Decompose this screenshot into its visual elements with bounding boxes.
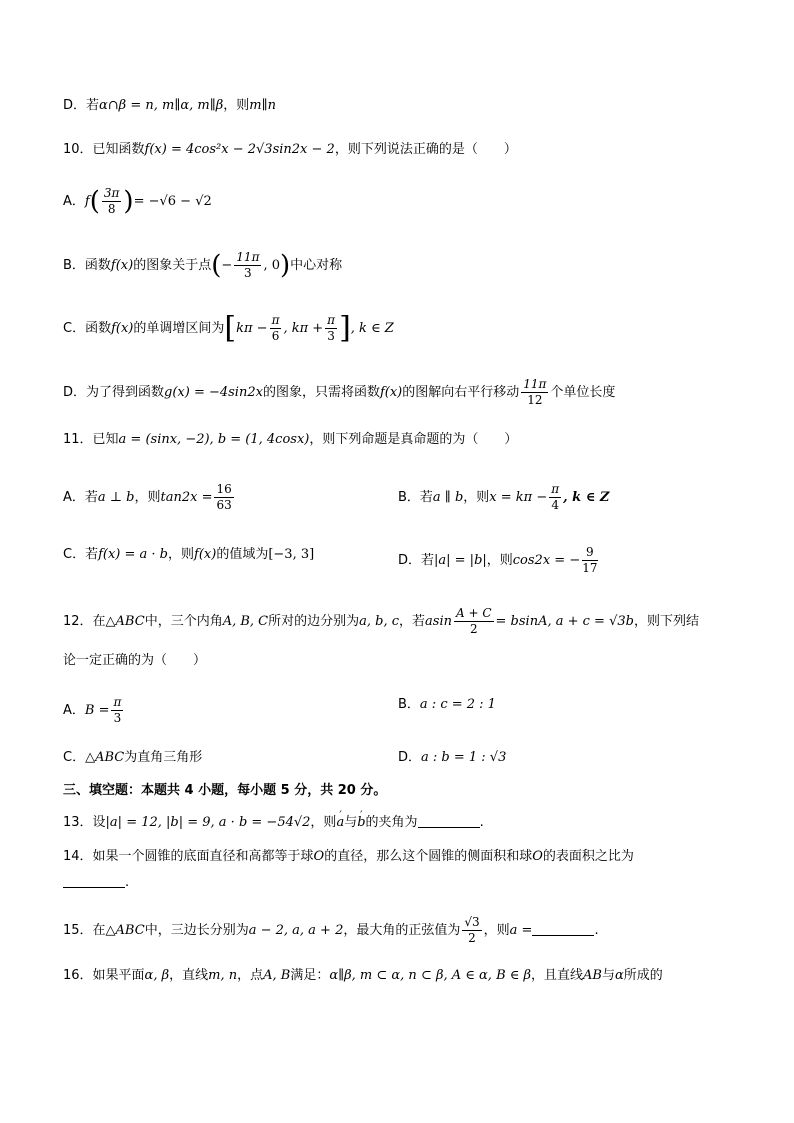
math-expr: = −√6 − √2 xyxy=(133,194,212,209)
option-label: A． xyxy=(63,194,85,209)
text: ，最大角的正弦值为 xyxy=(343,923,461,938)
q12-stem xyxy=(63,606,699,637)
question-text: 14．如果一个圆锥的底面直径和高都等于球 xyxy=(63,849,314,864)
text: ，则 xyxy=(310,815,337,830)
math-expr: , k ∈ Z xyxy=(563,490,610,505)
q11-option-c xyxy=(63,545,314,565)
option-label: C．函数 xyxy=(63,321,112,336)
fraction: $\frac{\pi}{3}$ xyxy=(327,313,336,343)
math-expr: α xyxy=(615,968,624,983)
text: ，则下列命题是真命题的为（ ） xyxy=(309,432,518,447)
math-expr: f(x) = a · b xyxy=(98,547,168,562)
answer-blank xyxy=(532,921,594,936)
vector-expr: a = (sinx, −2), b = (1, 4cosx) xyxy=(118,432,310,447)
math-expr: m∥n xyxy=(249,98,276,113)
math-expr: O xyxy=(532,849,543,864)
math-expr: m, n xyxy=(208,968,238,983)
math-expr: [−3, 3] xyxy=(268,547,315,562)
fraction: $\frac{11\pi}{12}$ xyxy=(523,377,547,407)
math-expr: f xyxy=(84,194,90,209)
math-expr: , kπ + xyxy=(283,321,324,336)
fraction: $\frac{11\pi}{3}$ xyxy=(236,250,260,280)
math-expr: a = xyxy=(509,923,533,938)
text: 论一定正确的为（ ） xyxy=(63,653,207,668)
text: ，点 xyxy=(237,968,264,983)
question-number: 15．在 xyxy=(63,923,106,938)
text: . xyxy=(594,923,599,938)
option-label: B． xyxy=(398,697,420,712)
text: 中心对称 xyxy=(290,258,343,273)
text: ，则 xyxy=(134,490,161,505)
math-expr: O xyxy=(313,849,325,864)
math-expr: tan2x = xyxy=(160,490,213,505)
option-label: B．函数 xyxy=(63,258,111,273)
q12-option-a xyxy=(63,695,125,726)
question-number: 10．已知函数 xyxy=(63,142,145,157)
text: 的值域为 xyxy=(216,547,269,562)
q14 xyxy=(63,847,634,867)
text: ，则下列结 xyxy=(633,614,699,629)
vector-b: ´ b xyxy=(357,815,365,830)
q11-stem xyxy=(63,430,517,450)
option-label: D．为了得到函数 xyxy=(63,385,165,400)
function-expr: f(x) = 4cos²x − 2√3sin2x − 2 xyxy=(144,142,335,157)
math-expr: |a| = 12, |b| = 9, a · b = −54√2 xyxy=(105,815,311,830)
q11-option-a xyxy=(63,482,236,513)
text: . xyxy=(125,875,130,890)
text: ，则下列说法正确的是（ ） xyxy=(334,142,517,157)
option-label: D．若 xyxy=(63,98,100,113)
q10-option-c: C．函数f(x)的单调增区间为[kπ − $\frac{\pi}{6}$ , kπ + $\frac{\pi}{3}$ ], k ∈ Z xyxy=(63,310,394,346)
q11-option-b xyxy=(398,482,609,513)
text: 的直径，那么这个圆锥的侧面积和球 xyxy=(324,849,533,864)
text: ，则 xyxy=(223,98,250,113)
q13 xyxy=(63,813,484,833)
option-label: A．若 xyxy=(63,490,98,505)
math-expr: α∥β, m ⊂ α, n ⊂ β, A ∈ α, B ∈ β xyxy=(329,968,532,983)
option-label: B．若 xyxy=(398,490,433,505)
question-number: 13．设 xyxy=(63,815,106,830)
text: 的夹角为 xyxy=(365,815,418,830)
math-expr: f(x) xyxy=(111,321,134,336)
q12-option-c xyxy=(63,748,202,768)
math-expr: A, B, C xyxy=(222,614,269,629)
math-expr: a, b, c xyxy=(359,614,400,629)
q12-stem-line2 xyxy=(63,651,206,671)
text: 与 xyxy=(344,815,358,830)
question-number: 12．在 xyxy=(63,614,106,629)
math-expr: cos2x = − xyxy=(512,553,581,568)
fraction: $\frac{\pi}{4}$ xyxy=(551,482,560,512)
answer-blank xyxy=(63,873,125,888)
section-title: 三、填空题：本题共 4 小题，每小题 5 分，共 20 分。 xyxy=(63,783,387,798)
q10-option-a: A．f( $\frac{3\pi}{8}$ )= −√6 − √2 xyxy=(63,186,212,217)
text: 为直角三角形 xyxy=(124,750,203,765)
vector-a: ´ a xyxy=(336,815,344,830)
math-expr: a ∥ b xyxy=(432,490,464,505)
text: ，则 xyxy=(168,547,195,562)
math-expr: |a| = |b| xyxy=(434,553,487,568)
q16 xyxy=(63,966,663,986)
text: 中，三边长分别为 xyxy=(144,923,249,938)
fraction: $\frac{√3}{2}$ xyxy=(464,915,480,945)
q14-line2 xyxy=(63,873,129,893)
math-expr: a ⊥ b xyxy=(97,490,135,505)
answer-blank xyxy=(418,813,480,828)
q12-option-b xyxy=(398,695,496,715)
text: ，且直线 xyxy=(531,968,584,983)
math-expr: AB xyxy=(583,968,602,983)
text: 满足： xyxy=(290,968,330,983)
fraction: $\frac{16}{63}$ xyxy=(216,482,232,512)
q10-stem xyxy=(63,140,517,160)
q15 xyxy=(63,915,599,946)
math-expr: asin xyxy=(425,614,452,629)
text: . xyxy=(479,815,484,830)
math-expr: , k ∈ Z xyxy=(350,321,394,336)
option-label: A． xyxy=(63,703,85,718)
text: 的表面积之比为 xyxy=(542,849,634,864)
text: ，则 xyxy=(486,553,513,568)
math-expr: a : b = 1 : √3 xyxy=(421,750,507,765)
math-expr: a − 2, a, a + 2 xyxy=(248,923,344,938)
fraction: $\frac{9}{17}$ xyxy=(582,545,598,575)
text: ，则 xyxy=(483,923,510,938)
q10-option-d xyxy=(63,377,615,408)
math-expr: △ABC xyxy=(85,750,125,765)
option-label: D． xyxy=(398,750,422,765)
math-expr: B = xyxy=(84,703,110,718)
math-expr: △ABC xyxy=(105,614,145,629)
fraction: $\frac{A + C}{2}$ xyxy=(456,606,492,636)
question-number: 16．如果平面 xyxy=(63,968,145,983)
math-expr: f(x) xyxy=(194,547,217,562)
text: ，直线 xyxy=(169,968,209,983)
fraction: $\frac{\pi}{3}$ xyxy=(113,695,122,725)
q11-option-d xyxy=(398,545,600,576)
q9-option-d xyxy=(63,96,276,116)
math-expr: g(x) = −4sin2x xyxy=(164,385,263,400)
text: 个单位长度 xyxy=(550,385,616,400)
fraction: $\frac{3\pi}{8}$ xyxy=(103,186,120,216)
math-expr: kπ − xyxy=(236,321,268,336)
text: 所成的 xyxy=(623,968,663,983)
text: 所对的边分别为 xyxy=(268,614,360,629)
fraction: $\frac{\pi}{6}$ xyxy=(271,313,280,343)
q12-option-d xyxy=(398,748,506,768)
text: 的图解向右平行移动 xyxy=(402,385,520,400)
math-expr: α∩β = n, m∥α, m∥β xyxy=(99,98,224,113)
math-expr: f(x) xyxy=(379,385,403,400)
math-expr: A, B xyxy=(263,968,291,983)
math-expr: α, β xyxy=(144,968,170,983)
math-expr: = bsinA, a + c = √3b xyxy=(495,614,634,629)
math-expr: f(x) xyxy=(110,258,134,273)
text: 中，三个内角 xyxy=(144,614,223,629)
text: 的单调增区间为 xyxy=(133,321,225,336)
question-number: 11．已知 xyxy=(63,432,119,447)
option-label: C． xyxy=(63,750,86,765)
option-label: C．若 xyxy=(63,547,99,562)
text: 的图象关于点 xyxy=(133,258,212,273)
math-expr: x = kπ − xyxy=(489,490,548,505)
math-expr: , 0 xyxy=(263,258,280,273)
q10-option-b: B．函数f(x)的图象关于点(− $\frac{11\pi}{3}$ , 0)中心对称 xyxy=(63,250,343,281)
math-expr: a : c = 2 : 1 xyxy=(419,697,496,712)
text: ，若 xyxy=(399,614,426,629)
section-heading xyxy=(63,781,386,801)
text: 的图象，只需将函数 xyxy=(262,385,380,400)
math-expr: △ABC xyxy=(105,923,145,938)
text: 与 xyxy=(602,968,616,983)
text: ，则 xyxy=(463,490,490,505)
option-label: D．若 xyxy=(398,553,435,568)
